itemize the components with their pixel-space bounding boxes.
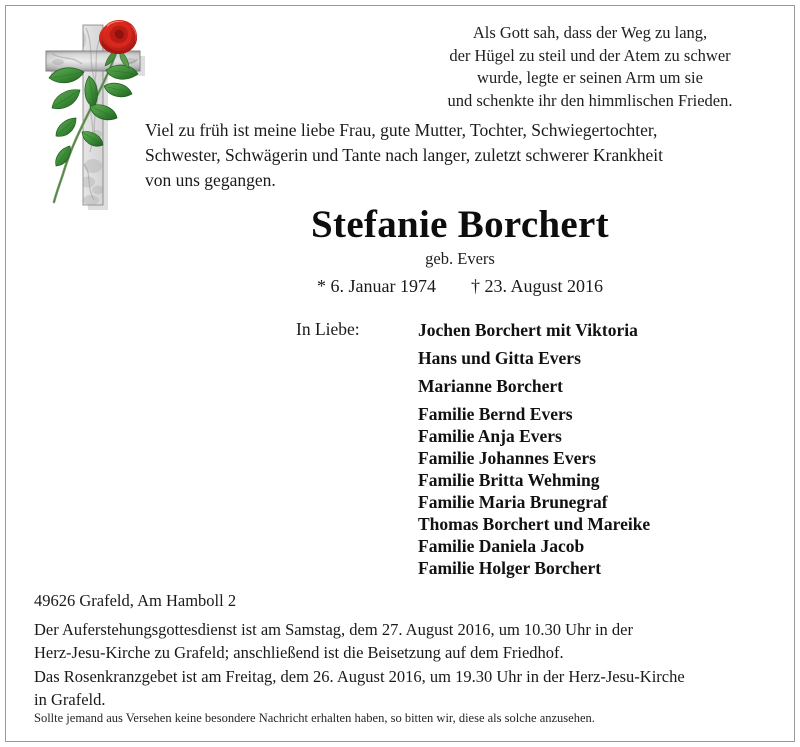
list-item: Familie Britta Wehming [418, 470, 600, 490]
mourners-block [296, 316, 716, 579]
memorial-poem [400, 22, 780, 112]
primary-mourners-group [418, 316, 716, 400]
intro-line-3: von uns gegangen. [145, 170, 276, 190]
address-line: 49626 Grafeld, Am Hamboll 2 [34, 591, 237, 610]
page-title: Stefanie Borchert [311, 203, 609, 246]
list-item: Familie Bernd Evers [418, 404, 573, 424]
intro-paragraph [145, 118, 777, 193]
list-item: Familie Johannes Evers [418, 448, 596, 468]
death-date: 23. August 2016 [484, 276, 603, 296]
rosary-line-2: in Grafeld. [34, 690, 106, 709]
birth-date: 6. Januar 1974 [330, 276, 436, 296]
poem-line-4: und schenkte ihr den himmlischen Frieden. [447, 90, 733, 110]
maiden-name: geb. Evers [425, 249, 495, 268]
list-item: Familie Holger Borchert [418, 558, 602, 578]
service-line-2: Herz-Jesu-Kirche zu Grafeld; anschließend ist die Beisetzung auf dem Friedhof. [34, 643, 564, 662]
funeral-service-info [34, 618, 769, 664]
list-item: Marianne Borchert [418, 376, 563, 396]
list-item: Thomas Borchert und Mareike [418, 514, 651, 534]
list-item: Familie Anja Evers [418, 426, 562, 446]
service-line-1: Der Auferstehungsgottesdienst ist am Samstag, dem 27. August 2016, um 10.30 Uhr in der [34, 620, 633, 639]
list-item: Familie Daniela Jacob [418, 536, 585, 556]
deceased-name-block [140, 203, 780, 298]
intro-line-2: Schwester, Schwägerin und Tante nach langer, zuletzt schwerer Krankheit [145, 145, 663, 165]
general-notice-text: Sollte jemand aus Versehen keine besondere Nachricht erhalten haben, so bitten wir, diese als solche anzusehen. [34, 711, 595, 725]
rosary-line-1: Das Rosenkranzgebet ist am Freitag, dem 26. August 2016, um 19.30 Uhr in der Herz-Jesu-Kirche [34, 667, 685, 686]
list-item: Jochen Borchert mit Viktoria [418, 320, 638, 340]
mourners-names [418, 316, 716, 579]
death-symbol: † [470, 276, 480, 296]
life-dates [140, 274, 780, 298]
rosary-prayer-info [34, 665, 776, 711]
list-item: Hans und Gitta Evers [418, 348, 581, 368]
birth-symbol: * [317, 276, 326, 296]
poem-line-1: Als Gott sah, dass der Weg zu lang, [472, 23, 708, 42]
poem-line-3: wurde, legte er seinen Arm um sie [477, 68, 703, 87]
intro-line-1: Viel zu früh ist meine liebe Frau, gute Mutter, Tochter, Schwiegertochter, [145, 120, 658, 140]
poem-line-2: der Hügel zu steil und der Atem zu schwer [449, 45, 731, 65]
mourners-label: In Liebe: [296, 319, 360, 339]
list-item: Familie Maria Brunegraf [418, 492, 608, 512]
family-mourners-group [418, 403, 716, 579]
